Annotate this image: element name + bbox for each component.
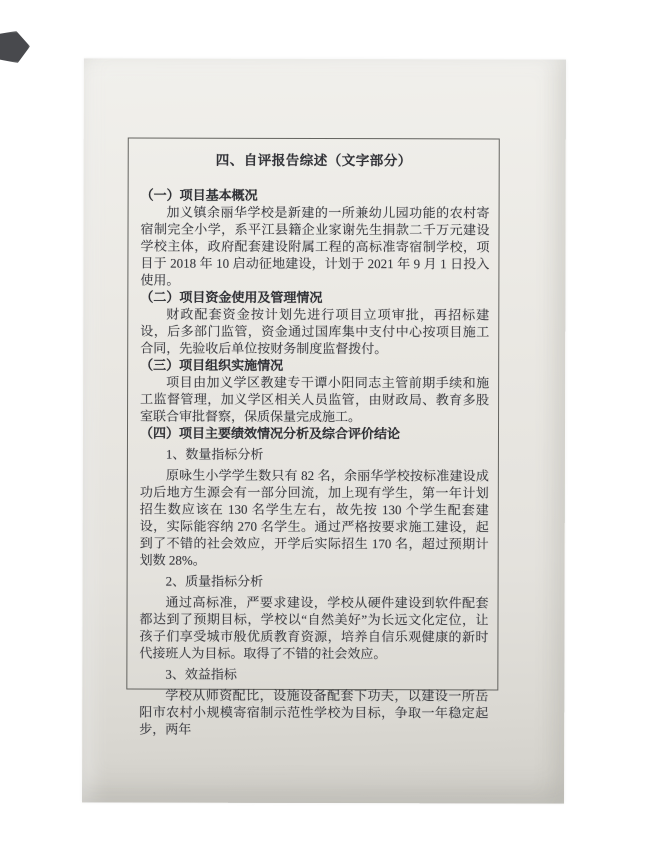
scan-smudge-artifact: [0, 31, 30, 63]
section-organization-implementation: [140, 357, 489, 426]
subsection-label: 2、质量指标分析: [165, 573, 264, 589]
subsection-benefit-indicator: [139, 666, 488, 739]
section-paragraph: 财政配套资金按计划先进行项目立项审批，再招标建设，后多部门监管，资金通过国库集中支付中心按项目施工合同，先验收后单位按财务制度监督拨付。: [140, 306, 490, 357]
subsection-paragraph: 原咏生小学学生数只有 82 名，余丽华学校按标准建设成功后地方生源会有一部分回流，加上现有学生，第一年计划招生数应该在 130 名学生左右，故先按 130 个学生配套建设，实际能容纳 270 名学生。通过严格按要求施工建设，起到了不错的社会效应，开学后实际招生 170 名，超过预期计划数 28%。: [139, 467, 489, 568]
subsection-label: 1、数量指标分析: [165, 446, 264, 462]
subsection-quantity-indicator: [140, 446, 489, 570]
section-heading: （二）项目资金使用及管理情况: [140, 289, 323, 305]
section-heading: （一）项目基本概况: [140, 187, 258, 203]
section-paragraph: 加义镇余丽华学校是新建的一所兼幼儿园功能的农村寄宿制完全小学，系平江县籍企业家谢先生捐款二千万元建设学校主体，政府配套建设附属工程的高标准寄宿制学校，项目于 2018 年 10 启动征地建设，计划于 2021 年 9 月 1 日投入使用。: [140, 204, 490, 288]
section-basic-overview: [140, 187, 489, 290]
subsection-quality-indicator: [139, 573, 488, 663]
section-heading: （四）项目主要绩效情况分析及综合评价结论: [139, 425, 401, 442]
section-heading: （三）项目组织实施情况: [140, 357, 284, 373]
subsection-paragraph: 学校从师资配比，设施设备配套下功夫，以建设一所岳阳市农村小规模寄宿制示范性学校为目标，争取一年稳定起步，两年: [139, 687, 489, 737]
subsection-paragraph: 通过高标准，严要求建设，学校从硬件建设到软件配套都达到了预期目标，学校以“自然美好”为长远文化定位，让孩子们享受城市般优质教育资源，培养自信乐观健康的新时代接班人为目标。取得了不错的社会效应。: [139, 594, 489, 662]
report-frame: [126, 137, 499, 737]
section-funds-management: [140, 289, 489, 358]
report-title: 四、自评报告综述（文字部分）: [215, 152, 412, 169]
paper-sheet: [82, 58, 566, 803]
subsection-label: 3、效益指标: [165, 666, 237, 682]
section-paragraph: 项目由加义学区教建专干谭小阳同志主管前期手续和施工监督管理，加义学区相关人员监管，由财政局、教育多股室联合审批督察，保质保量完成施工。: [140, 374, 490, 425]
report-content: [127, 186, 498, 738]
section-performance-analysis: [139, 425, 489, 739]
